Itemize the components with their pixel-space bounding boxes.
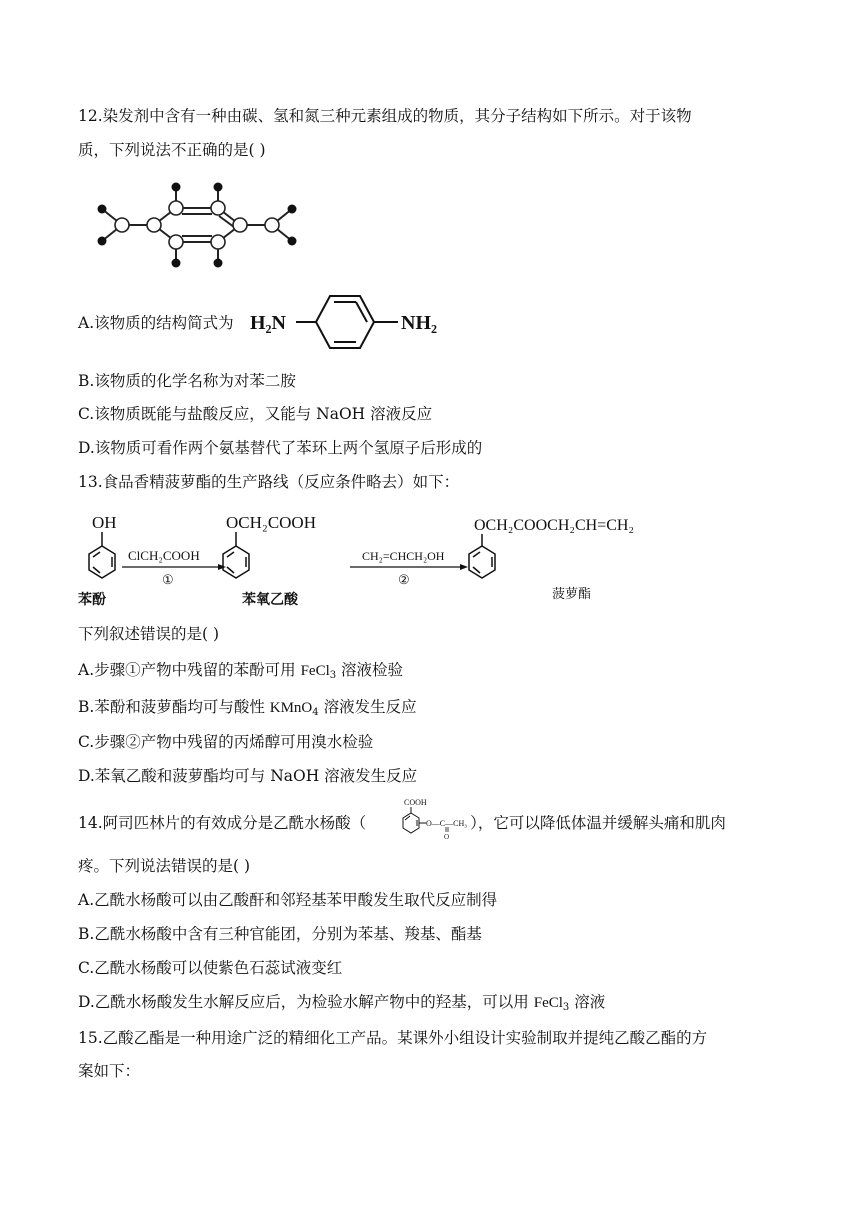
- ball-stick-molecule-figure: [78, 178, 318, 276]
- q12-option-c: C.该物质既能与盐酸反应，又能与 NaOH 溶液反应: [78, 405, 433, 423]
- q13-option-c: C.步骤②产物中残留的丙烯醇可用溴水检验: [78, 733, 374, 751]
- q12-option-b: B.该物质的化学名称为对苯二胺: [78, 372, 296, 390]
- q14-option-a: A.乙酰水杨酸可以由乙酸酐和邻羟基苯甲酸发生取代反应制得: [78, 891, 498, 909]
- reagent-1: ClCH₂COOH: [128, 548, 200, 563]
- q14-option-d-pre: D.乙酰水杨酸发生水解反应后，为检验水解产物中的羟基，可以用: [78, 993, 534, 1011]
- q12-stem-line1: 12.染发剂中含有一种由碳、氢和氮三种元素组成的物质，其分子结构如下所示。对于该物: [78, 107, 692, 125]
- q13-option-a: [78, 660, 403, 686]
- struct-ester-chain: O—C—CH₃: [426, 819, 468, 828]
- q14-option-b: B.乙酰水杨酸中含有三种官能团，分别为苯基、羧基、酯基: [78, 925, 482, 943]
- product-name: 菠萝酯: [552, 587, 592, 602]
- q13-option-d: D.苯氧乙酸和菠萝酯均可与 NaOH 溶液发生反应: [78, 767, 418, 785]
- product-group-label: OCH₂COOCH₂CH=CH₂: [474, 517, 634, 534]
- intermediate-group-label: OCH₂COOH: [226, 513, 316, 532]
- q13-option-b-post: 溶液发生反应: [318, 698, 417, 716]
- step-2-marker: ②: [398, 572, 410, 587]
- phenol-oh-label: OH: [92, 513, 117, 532]
- q13-question: 下列叙述错误的是( ): [78, 625, 220, 643]
- pineapple-ester-synthesis-route: [76, 508, 666, 612]
- q13-option-a-post: 溶液检验: [336, 661, 404, 679]
- left-amino-label: H₂N: [250, 312, 286, 334]
- q13-stem: 13.食品香精菠萝酯的生产路线（反应条件略去）如下：: [78, 473, 460, 491]
- q13-option-b-formula: KMnO: [269, 700, 313, 716]
- q15-stem-line2: 案如下：: [78, 1062, 141, 1080]
- q14-option-d: [78, 992, 605, 1018]
- q14-option-d-post: 溶液: [569, 993, 606, 1011]
- step-1-marker: ①: [162, 572, 174, 587]
- reagent-2: CH₂=CHCH₂OH: [362, 549, 445, 563]
- right-amino-label: NH₂: [401, 312, 437, 334]
- q13-option-a-formula: FeCl: [300, 663, 330, 679]
- q14-option-d-subscript: 3: [562, 1002, 570, 1013]
- q13-option-a-pre: A.步骤①产物中残留的苯酚可用: [78, 661, 301, 679]
- q15-stem-line1: 15.乙酸乙酯是一种用途广泛的精细化工产品。某课外小组设计实验制取并提纯乙酸乙酯的方: [78, 1029, 708, 1047]
- q14-stem-pre: 14.阿司匹林片的有效成分是乙酰水杨酸（: [78, 814, 367, 832]
- q12-option-a: [78, 313, 234, 333]
- q14-stem-line2: 疼。下列说法错误的是( ): [78, 857, 251, 875]
- phenol-name: 苯酚: [78, 592, 106, 608]
- q14-stem-post: ），它可以降低体温并缓解头痛和肌肉: [470, 814, 726, 832]
- q12-option-d: D.该物质可看作两个氨基替代了苯环上两个氢原子后形成的: [78, 439, 483, 457]
- intermediate-name: 苯氧乙酸: [242, 592, 298, 608]
- q14-option-d-formula: FeCl: [533, 995, 563, 1011]
- struct-cooh-label: COOH: [404, 798, 427, 807]
- q13-option-b-subscript: 4: [312, 707, 319, 718]
- q12-stem-line2: 质，下列说法不正确的是( ): [78, 141, 266, 159]
- q12-option-a-text: A.该物质的结构简式为: [78, 314, 234, 332]
- q13-option-a-subscript: 3: [329, 670, 337, 681]
- struct-carbonyl-o: O: [444, 833, 450, 840]
- p-phenylenediamine-structure: [246, 290, 446, 352]
- acetylsalicylic-acid-structure: [384, 796, 488, 840]
- q13-option-b: [78, 697, 417, 723]
- q13-option-b-pre: B.苯酚和菠萝酯均可与酸性: [78, 698, 270, 716]
- q14-option-c: C.乙酰水杨酸可以使紫色石蕊试液变红: [78, 959, 343, 977]
